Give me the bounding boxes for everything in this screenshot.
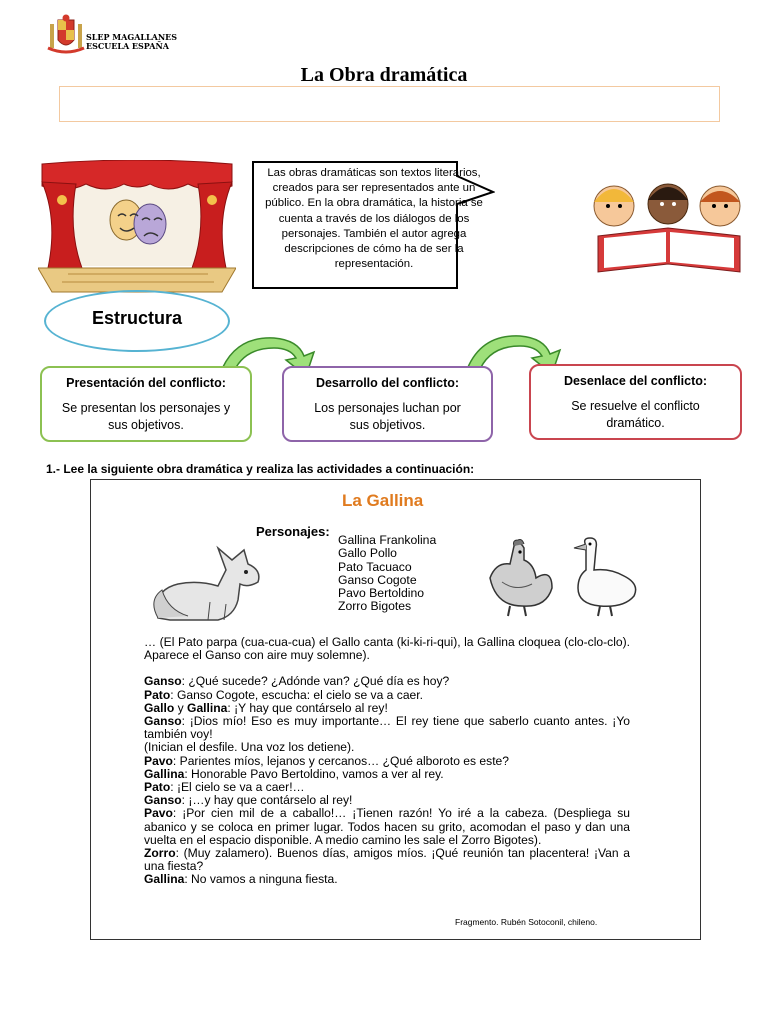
dialogue-text: : ¡Y hay que contárselo al rey!	[227, 700, 388, 715]
speaker: Pato	[144, 687, 171, 702]
speaker: Gallo	[144, 700, 175, 715]
activity-instruction: 1.- Lee la siguiente obra dramática y realiza las actividades a continuación:	[46, 462, 475, 476]
dialogue-text: : ¡Dios mío! Eso es muy importante… El rey tiene que saberlo cuanto antes. ¡Yo también voy!	[144, 714, 630, 742]
theater-stage-icon	[38, 160, 236, 294]
hen-icon	[476, 538, 556, 618]
coat-of-arms-icon	[46, 14, 86, 56]
school-name	[86, 33, 177, 51]
personaje-item: Gallo Pollo	[338, 546, 397, 561]
speaker: Pavo	[144, 753, 173, 768]
personajes-label: Personajes:	[256, 524, 330, 539]
personaje-item: Pavo Bertoldino	[338, 586, 425, 601]
speaker: Ganso	[144, 714, 182, 729]
dialogue-line	[144, 807, 630, 847]
kids-reading-icon	[584, 176, 754, 276]
name-input-box[interactable]	[59, 86, 720, 122]
page-title: La Obra dramática	[300, 64, 468, 86]
school-line-2: ESCUELA ESPAÑA	[86, 41, 169, 51]
dialogue-line	[144, 847, 630, 873]
desarrollo-box	[282, 366, 493, 442]
estructura-label: Estructura	[91, 308, 183, 328]
speaker: Zorro	[144, 846, 176, 861]
personaje-item: Pato Tacuaco	[338, 559, 412, 574]
desarrollo-text: Los personajes luchan por sus objetivos.	[314, 401, 461, 432]
dialogue-line	[144, 715, 630, 741]
speaker: Gallina	[144, 766, 185, 781]
desarrollo-heading: Desarrollo del conflicto:	[315, 376, 460, 390]
dialogue-text: : Ganso Cogote, escucha: el cielo se va a caer.	[170, 687, 423, 702]
reading-title: La Gallina	[342, 491, 424, 510]
source-credit: Fragmento. Rubén Sotoconil, chileno.	[455, 917, 598, 927]
speaker: Pavo	[144, 806, 173, 821]
dialogue-text: : ¡…y hay que contárselo al rey!	[181, 793, 353, 808]
speaker: Pato	[144, 780, 171, 795]
school-line-1: SLEP MAGALLANES	[86, 32, 178, 42]
stage-direction: (Inician el desfile. Una voz los detiene).	[144, 740, 355, 755]
desenlace-heading: Desenlace del conflicto:	[563, 374, 708, 388]
presentacion-heading: Presentación del conflicto:	[66, 376, 226, 390]
goose-icon	[564, 536, 642, 618]
speaker: Ganso	[144, 674, 182, 689]
speaker: Gallina	[144, 872, 185, 887]
dialogue-line	[144, 873, 630, 886]
personaje-item: Gallina Frankolina	[338, 533, 437, 547]
desenlace-text: Se resuelve el conflicto dramático.	[571, 399, 700, 430]
dialogue-text: : (Muy zalamero). Buenos días, amigos míos. ¡Qué reunión tan placentera! ¡Van a una fiesta?	[144, 846, 630, 874]
intro-text: Las obras dramáticas son textos literarios, creados para ser representados ante un público. En la obra dramática, la historia se cuenta a través de los diálogos de los personajes. También el autor agrega descripciones de cómo ha de ser la representación.	[265, 167, 483, 271]
dialogue-text: : ¿Qué sucede? ¿Adónde van? ¿Qué día es hoy?	[181, 674, 450, 689]
presentacion-text: Se presentan los personajes y sus objetivos.	[61, 401, 231, 432]
dialogue-text: : Parientes míos, lejanos y cercanos… ¿Qué alboroto es este?	[172, 753, 510, 768]
desenlace-box	[529, 364, 742, 440]
personajes-list	[338, 534, 436, 614]
play-intro: … (El Pato parpa (cua-cua-cua) el Gallo canta (ki-ki-ri-qui), la Gallina cloquea (clo-clo-clo). Aparece el Ganso con aire muy solemne).	[144, 635, 630, 663]
speaker: Ganso	[144, 793, 182, 808]
fox-icon	[148, 540, 270, 624]
dialogue-text: : ¡Por cien mil de a caballo!… ¡Tienen razón! Yo iré a la cabeza. (Despliega su abanico y se coloca en primer lugar. Todos hacen su grito, acomodan el paso y dan una vuelta en el espacio disponible. A medio camino les sale el Zorro Bigotes).	[144, 806, 630, 847]
personaje-item: Ganso Cogote	[338, 572, 417, 587]
presentacion-box	[40, 366, 252, 442]
personaje-item: Zorro Bigotes	[338, 599, 412, 614]
dialogue-text: : No vamos a ninguna fiesta.	[184, 872, 338, 887]
speaker: Gallina	[187, 700, 228, 715]
joiner: y	[174, 700, 188, 715]
dialogue-text: : ¡El cielo se va a caer!…	[170, 780, 305, 795]
play-text	[144, 636, 630, 887]
dialogue-text: : Honorable Pavo Bertoldino, vamos a ver al rey.	[184, 766, 444, 781]
